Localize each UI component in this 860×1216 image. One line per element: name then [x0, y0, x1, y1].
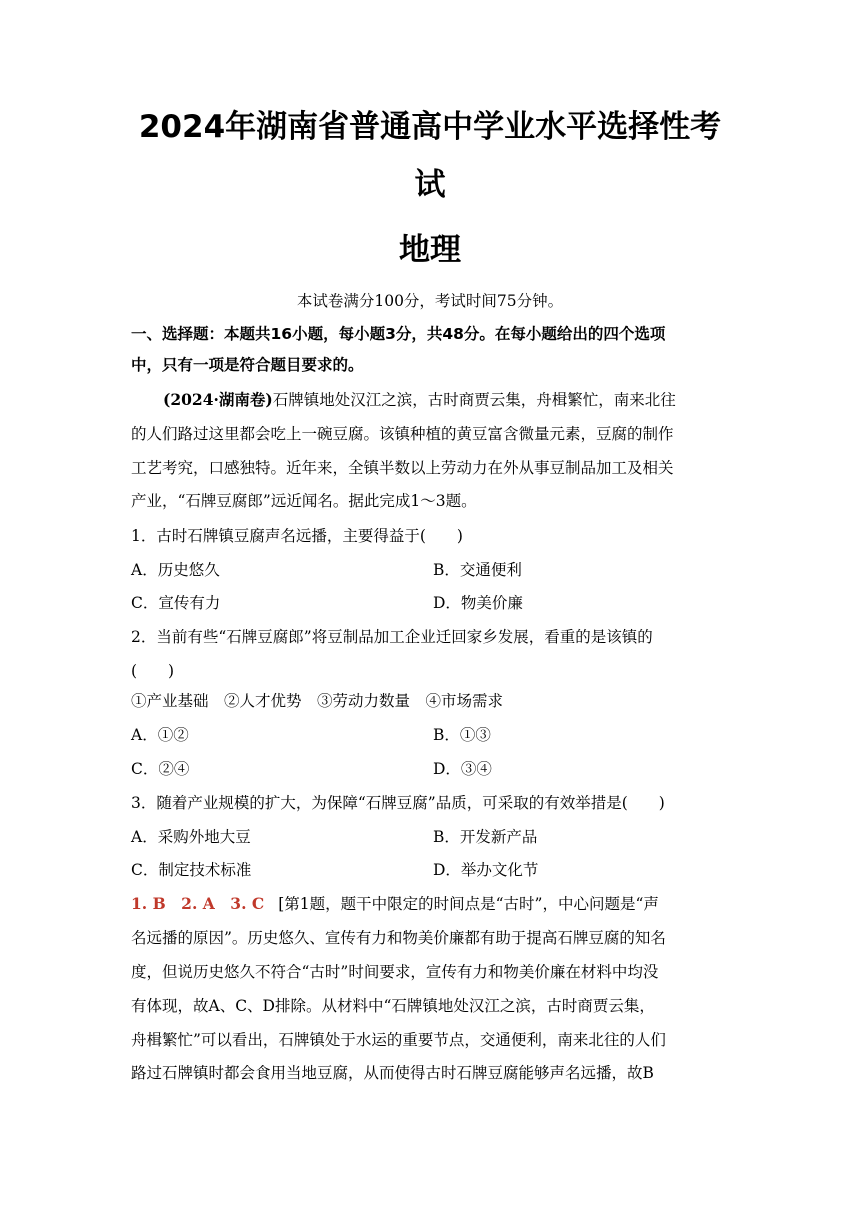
passage-line-1 [163, 389, 763, 411]
section-heading: 一、选择题：本题共16小题，每小题3分，共48分。在每小题给出的四个选项 [131, 325, 666, 343]
q1-option-b: B．交通便利 [433, 561, 522, 579]
question-2-stem: 2．当前有些“石牌豆腐郎”将豆制品加工企业迁回家乡发展，看重的是该镇的 [131, 628, 653, 646]
q2-option-b: B．①③ [433, 726, 491, 744]
question-1-stem: 1．古时石牌镇豆腐声名远播，主要得益于( ) [131, 527, 463, 545]
q3-option-a: A．采购外地大豆 [131, 828, 251, 846]
passage-line-2: 的人们路过这里都会吃上一碗豆腐。该镇种植的黄豆富含微量元素，豆腐的制作 [131, 425, 674, 443]
subject-title: 地理 [399, 232, 461, 268]
question-3-stem: 3．随着产业规模的扩大，为保障“石牌豆腐”品质，可采取的有效举措是( ) [131, 794, 665, 812]
passage-text: 石牌镇地处汉江之滨，古时商贾云集，舟楫繁忙，南来北往 [272, 391, 676, 409]
answer-line-6: 路过石牌镇时都会食用当地豆腐，从而使得古时石牌豆腐能够声名远播，故B [131, 1064, 654, 1082]
passage-line-4: 产业，“石牌豆腐郎”远近闻名。据此完成1～3题。 [131, 492, 477, 510]
q2-option-c: C．②④ [131, 760, 190, 778]
q3-option-c: C．制定技术标准 [131, 861, 252, 879]
page-title: 2024年湖南省普通高中学业水平选择性考 [138, 109, 722, 145]
q2-items: ①产业基础 ②人才优势 ③劳动力数量 ④市场需求 [131, 692, 504, 710]
question-2-stem-continued: ( ) [131, 662, 175, 680]
answer-line-4: 有体现，故A、C、D排除。从材料中“石牌镇地处汉江之滨，古时商贾云集， [131, 997, 655, 1015]
q3-option-d: D．举办文化节 [433, 861, 539, 879]
q1-option-c: C．宣传有力 [131, 594, 221, 612]
q1-option-d: D．物美价廉 [433, 594, 523, 612]
answer-line-2: 名远播的原因”。历史悠久、宣传有力和物美价廉都有助于提高石牌豆腐的知名 [131, 929, 666, 947]
q1-option-a: A．历史悠久 [131, 561, 220, 579]
answer-line-3: 度，但说历史悠久不符合“古时”时间要求，宣传有力和物美价廉在材料中均没 [131, 963, 659, 981]
page-title-continued: 试 [414, 167, 446, 203]
answer-explanation-start: [第1题，题干中限定的时间点是“古时”，中心问题是“声 [278, 895, 659, 913]
q3-option-b: B．开发新产品 [433, 828, 538, 846]
exam-note: 本试卷满分100分，考试时间75分钟。 [296, 292, 564, 310]
answer-line-1 [131, 893, 731, 915]
answer-keys: 1. B 2. A 3. C [131, 894, 265, 913]
q2-option-d: D．③④ [433, 760, 492, 778]
answer-line-5: 舟楫繁忙”可以看出，石牌镇处于水运的重要节点，交通便利，南来北往的人们 [131, 1031, 666, 1049]
passage-source: (2024·湖南卷) [163, 390, 273, 409]
q2-option-a: A．①② [131, 726, 189, 744]
passage-line-3: 工艺考究，口感独特。近年来，全镇半数以上劳动力在外从事豆制品加工及相关 [131, 459, 674, 477]
section-heading-continued: 中，只有一项是符合题目要求的。 [131, 356, 364, 374]
